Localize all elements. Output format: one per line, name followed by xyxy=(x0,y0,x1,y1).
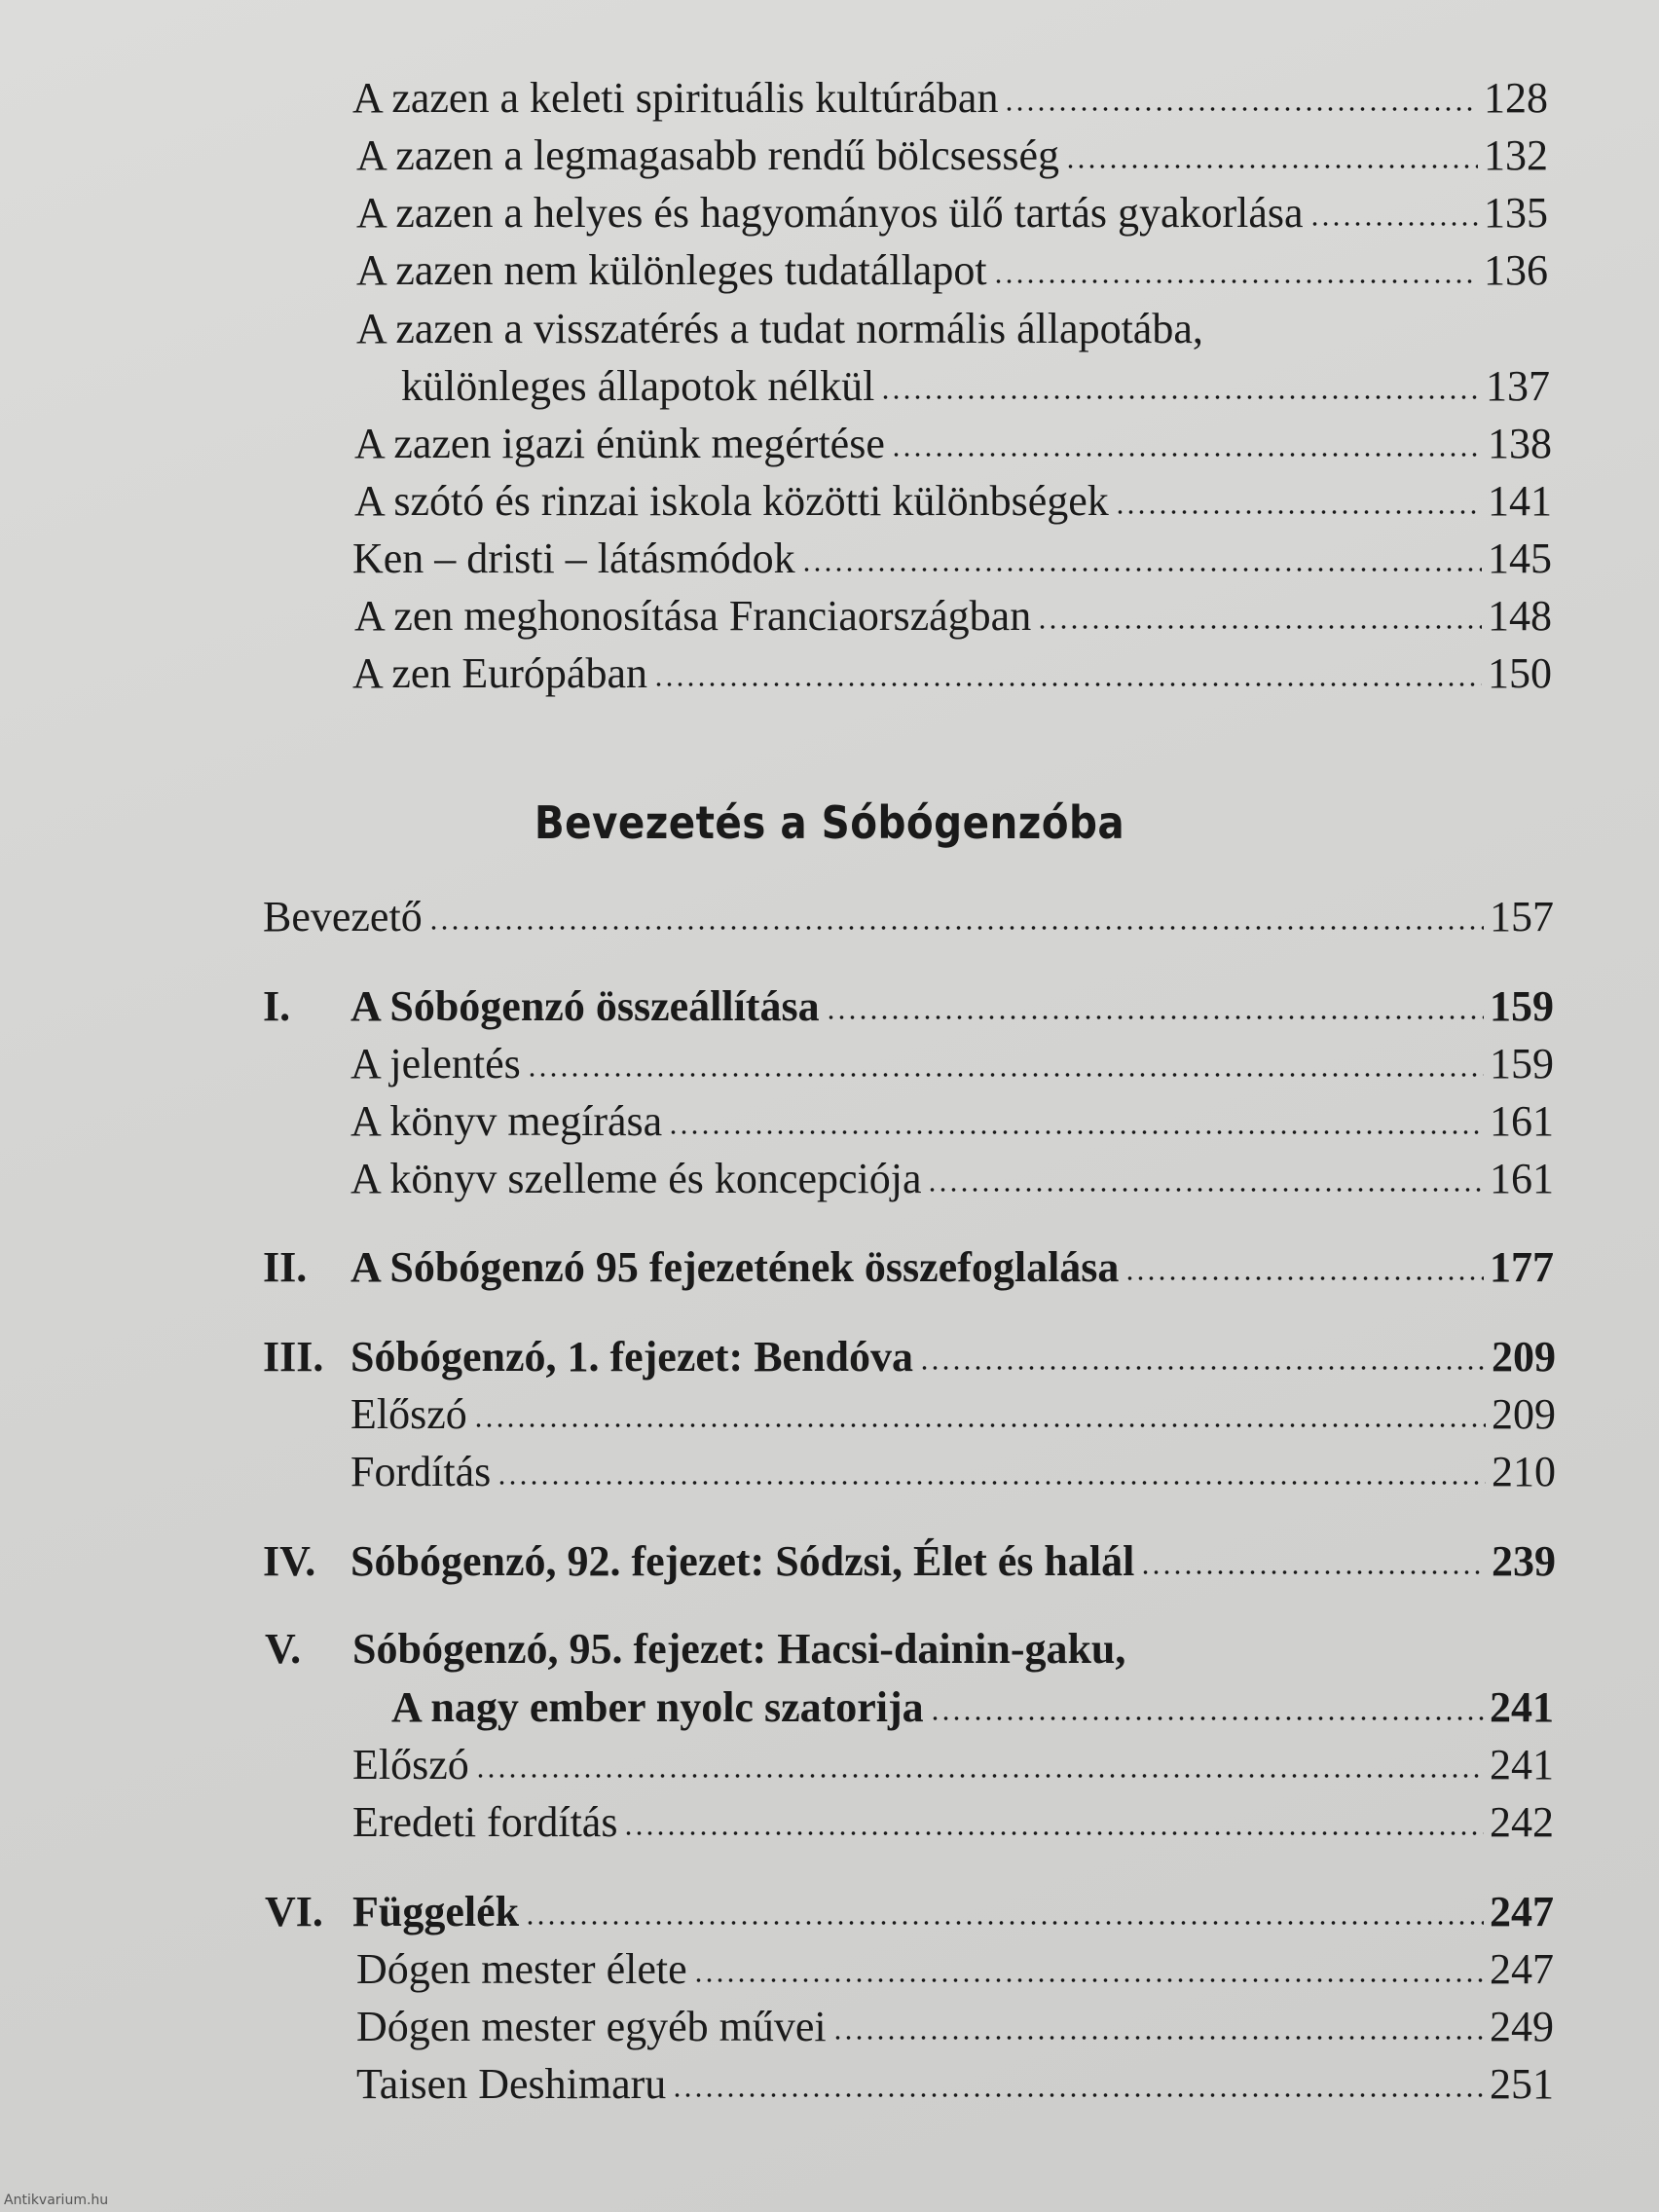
leader-dots xyxy=(428,926,1484,930)
entry-title: A könyv szelleme és koncepciója xyxy=(350,1155,922,1202)
entry-title: Fordítás xyxy=(350,1448,492,1495)
leader-dots xyxy=(1115,510,1482,514)
entry-page: 161 xyxy=(1490,1097,1554,1145)
toc-entry xyxy=(354,475,1552,528)
entry-page: 161 xyxy=(1490,1155,1554,1202)
toc-entry xyxy=(352,1796,1554,1849)
entry-page: 159 xyxy=(1490,1040,1554,1088)
chapter-entry xyxy=(350,1331,1556,1383)
chapter-page: 159 xyxy=(1490,982,1554,1030)
entry-page: 209 xyxy=(1492,1390,1556,1438)
leader-dots xyxy=(1140,1570,1486,1574)
chapter-page: 239 xyxy=(1492,1537,1556,1585)
chapter-number: III. xyxy=(263,1333,324,1381)
entry-title: Bevezető xyxy=(263,893,423,940)
entry-page: 241 xyxy=(1490,1741,1554,1788)
chapter-title: A Sóbógenzó összeállítása xyxy=(350,982,820,1030)
entry-title: A zazen a helyes és hagyományos ülő tartás gyakorlása xyxy=(356,189,1304,237)
chapter-title: Sóbógenzó, 92. fejezet: Sódzsi, Élet és halál xyxy=(350,1537,1135,1585)
entry-page: 141 xyxy=(1488,477,1552,525)
leader-dots xyxy=(525,1921,1484,1925)
chapter-number: II. xyxy=(263,1243,308,1291)
leader-dots xyxy=(653,682,1482,686)
leader-dots xyxy=(930,1716,1484,1720)
entry-title: A zazen igazi énünk megértése xyxy=(354,420,885,467)
toc-entry xyxy=(350,1038,1554,1090)
entry-page: 148 xyxy=(1488,592,1552,640)
toc-entry xyxy=(356,187,1548,240)
leader-dots xyxy=(1124,1276,1484,1280)
chapter-title: Sóbógenzó, 95. fejezet: Hacsi-dainin-gaku, xyxy=(352,1625,1126,1673)
entry-title: Dógen mester élete xyxy=(356,1945,687,1993)
chapter-title-cont: A nagy ember nyolc szatorija xyxy=(391,1683,924,1731)
entry-page: 157 xyxy=(1490,893,1554,940)
toc-entry xyxy=(350,1388,1556,1441)
toc-entry xyxy=(350,1095,1554,1148)
toc-entry xyxy=(356,2058,1554,2111)
toc-entry xyxy=(354,590,1552,643)
leader-dots xyxy=(1037,625,1482,629)
chapter-page: 177 xyxy=(1490,1243,1554,1291)
leader-dots xyxy=(1309,222,1478,226)
leader-dots xyxy=(693,1978,1484,1982)
toc-entry xyxy=(350,1153,1554,1205)
entry-title: A zazen a keleti spirituális kultúrában xyxy=(352,74,999,122)
chapter-title: A Sóbógenzó 95 fejezetének összefoglalása xyxy=(350,1243,1120,1291)
toc-entry xyxy=(356,1943,1554,1996)
entry-title: A zazen a legmagasabb rendű bölcsesség xyxy=(356,131,1060,179)
entry-page: 145 xyxy=(1488,535,1552,582)
toc-entry xyxy=(352,647,1552,700)
chapter-page: 247 xyxy=(1490,1888,1554,1936)
leader-dots xyxy=(672,2093,1484,2097)
entry-page: 247 xyxy=(1490,1945,1554,1993)
entry-title: Taisen Deshimaru xyxy=(356,2060,667,2108)
leader-dots xyxy=(497,1481,1486,1485)
leader-dots xyxy=(1065,165,1478,168)
chapter-number: VI. xyxy=(265,1888,323,1936)
leader-dots xyxy=(880,395,1480,399)
entry-page: 136 xyxy=(1484,246,1548,294)
entry-title: Dógen mester egyéb művei xyxy=(356,2003,827,2050)
entry-title: A könyv megírása xyxy=(350,1097,663,1145)
entry-page: 132 xyxy=(1484,131,1548,179)
chapter-number: IV. xyxy=(263,1537,316,1585)
entry-title: A zazen a visszatérés a tudat normális állapotába, xyxy=(356,305,1203,352)
entry-page: 128 xyxy=(1484,74,1548,122)
chapter-title: Sóbógenzó, 1. fejezet: Bendóva xyxy=(350,1333,914,1381)
leader-dots xyxy=(475,1774,1484,1778)
chapter-entry xyxy=(350,1535,1556,1588)
toc-entry xyxy=(350,1446,1556,1498)
toc-entry xyxy=(352,1739,1554,1791)
leader-dots xyxy=(919,1366,1486,1370)
entry-page: 249 xyxy=(1490,2003,1554,2050)
leader-dots xyxy=(623,1831,1484,1835)
leader-dots xyxy=(993,279,1478,283)
chapter-page: 209 xyxy=(1492,1333,1556,1381)
chapter-number: I. xyxy=(263,982,291,1030)
watermark: Antikvarium.hu xyxy=(4,2193,109,2208)
chapter-entry xyxy=(350,1241,1554,1294)
chapter-entry xyxy=(391,1681,1554,1734)
entry-page: 242 xyxy=(1490,1798,1554,1846)
entry-title: Ken – dristi – látásmódok xyxy=(352,535,795,582)
toc-entry-intro xyxy=(263,891,1554,943)
entry-title: Előszó xyxy=(350,1390,467,1438)
toc-entry xyxy=(356,2001,1554,2053)
entry-page: 135 xyxy=(1484,189,1548,237)
entry-title: A zazen nem különleges tudatállapot xyxy=(356,246,987,294)
entry-title: A zen meghonosítása Franciaországban xyxy=(354,592,1032,640)
toc-entry xyxy=(401,360,1550,413)
toc-entry xyxy=(352,72,1548,125)
entry-title: különleges állapotok nélkül xyxy=(401,362,875,410)
entry-page: 150 xyxy=(1488,649,1552,697)
toc-entry xyxy=(352,533,1552,585)
chapter-title: Függelék xyxy=(352,1888,520,1936)
section-heading: Bevezetés a Sóbógenzóba xyxy=(534,796,1125,849)
chapter-page: 241 xyxy=(1490,1683,1554,1731)
entry-page: 138 xyxy=(1488,420,1552,467)
leader-dots xyxy=(801,568,1482,571)
chapter-number: V. xyxy=(265,1625,302,1673)
entry-title: A zen Európában xyxy=(352,649,647,697)
leader-dots xyxy=(826,1015,1484,1019)
entry-title: Eredeti fordítás xyxy=(352,1798,618,1846)
toc-entry xyxy=(356,129,1548,182)
entry-page: 210 xyxy=(1492,1448,1556,1495)
toc-entry xyxy=(354,418,1552,470)
leader-dots xyxy=(527,1073,1484,1077)
entry-page: 137 xyxy=(1486,362,1550,410)
leader-dots xyxy=(668,1130,1484,1134)
leader-dots xyxy=(473,1423,1486,1427)
leader-dots xyxy=(1004,107,1478,111)
toc-entry xyxy=(356,244,1548,297)
leader-dots xyxy=(891,453,1482,457)
chapter-entry xyxy=(352,1886,1554,1938)
entry-title: Előszó xyxy=(352,1741,469,1788)
leader-dots xyxy=(927,1188,1484,1192)
leader-dots xyxy=(832,2036,1484,2040)
entry-page: 251 xyxy=(1490,2060,1554,2108)
chapter-entry xyxy=(350,980,1554,1033)
entry-title: A jelentés xyxy=(350,1040,521,1088)
entry-title: A szótó és rinzai iskola közötti különbségek xyxy=(354,477,1109,525)
